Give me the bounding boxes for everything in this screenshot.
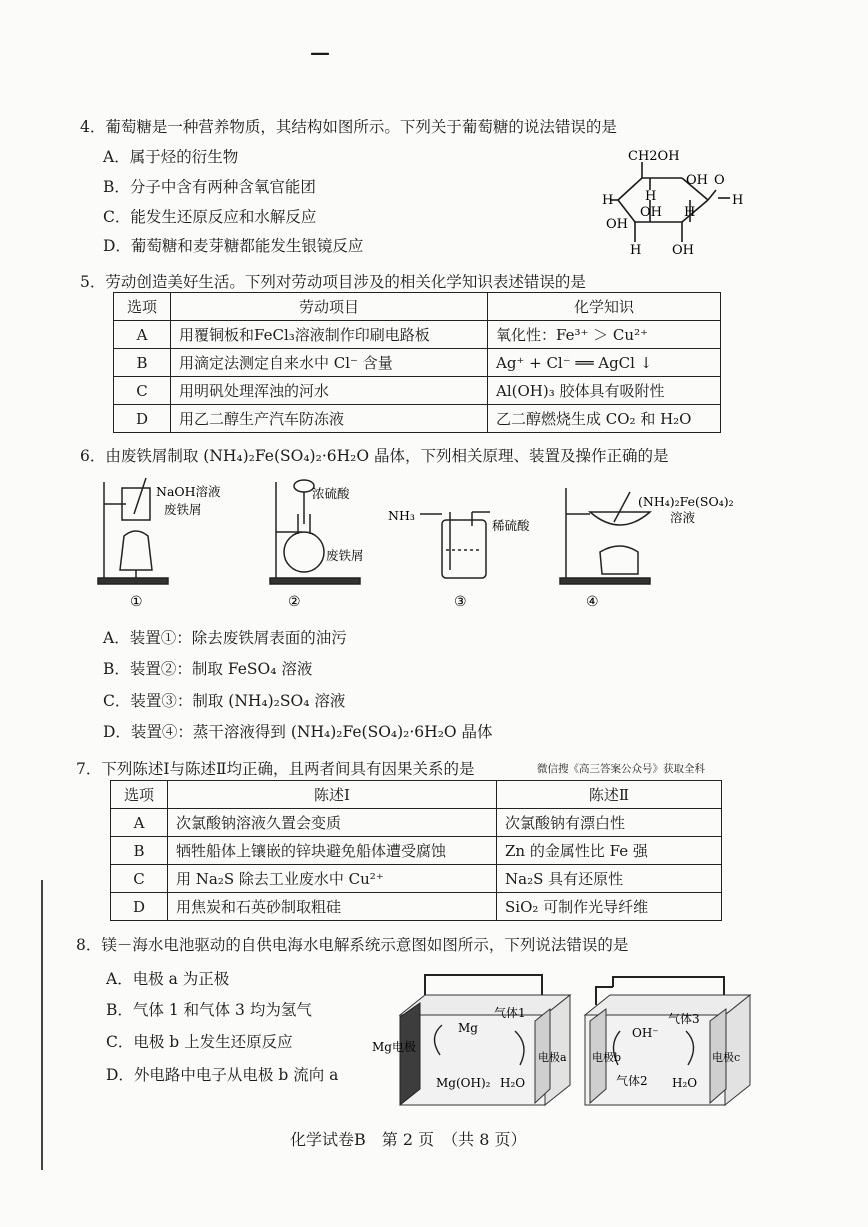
electrolysis-diagram: [370, 965, 760, 1115]
scrap-label-1: 废铁屑: [164, 502, 202, 517]
electrode-c-label: 电极c: [712, 1051, 741, 1064]
electrode-a-label: 电极a: [538, 1051, 567, 1064]
cell: Na₂S 具有还原性: [497, 865, 722, 893]
q7-table: [110, 780, 722, 921]
mgoh2-label: Mg(OH)₂: [436, 1076, 491, 1090]
q7-header-statement-1: 陈述Ⅰ: [168, 781, 497, 809]
cell: 用滴定法测定自来水中 Cl⁻ 含量: [171, 349, 488, 377]
cell: 次氯酸钠有漂白性: [497, 809, 722, 837]
cell: SiO₂ 可制作光导纤维: [497, 893, 722, 921]
h-label-5: H: [732, 193, 744, 208]
cell: A: [111, 809, 168, 837]
apparatus-3-label: ③: [454, 594, 467, 610]
gas2-label: 气体2: [616, 1074, 648, 1088]
table-row: [114, 377, 721, 405]
q6-option-a: A．装置①：除去废铁屑表面的油污: [103, 629, 347, 647]
header-mark: —: [310, 40, 330, 64]
q5-header-project: 劳动项目: [171, 293, 488, 321]
nh3-label: NH₃: [388, 508, 415, 523]
cell: Ag⁺ + Cl⁻ ══ AgCl ↓: [488, 349, 721, 377]
q6-option-b: B．装置②：制取 FeSO₄ 溶液: [103, 660, 313, 678]
q4-option-a: A．属于烃的衍生物: [103, 148, 239, 166]
cell: B: [114, 349, 171, 377]
cell: 乙二醇燃烧生成 CO₂ 和 H₂O: [488, 405, 721, 433]
o-label: O: [714, 173, 725, 188]
cell: Al(OH)₃ 胶体具有吸附性: [488, 377, 721, 405]
q4-option-b: B．分子中含有两种含氧官能团: [103, 178, 316, 196]
q5-header-option: 选项: [114, 293, 171, 321]
page-footer: 化学试卷B 第 2 页 （共 8 页）: [290, 1130, 527, 1149]
apparatus-1-label: ①: [130, 594, 143, 610]
cell: 用焦炭和石英砂制取粗硅: [168, 893, 497, 921]
h-label-3: H: [684, 205, 696, 220]
apparatus-2-label: ②: [288, 594, 301, 610]
salt-label: (NH₄)₂Fe(SO₄)₂: [638, 494, 734, 509]
oh-label-4: OH: [672, 243, 694, 258]
q6-option-c: C．装置③：制取 (NH₄)₂SO₄ 溶液: [103, 692, 346, 710]
electrode-b-label: 电极b: [592, 1051, 622, 1064]
q6-apparatus-diagram: [90, 474, 750, 614]
cell: 氧化性：Fe³⁺ ＞ Cu²⁺: [488, 321, 721, 349]
cell: 用明矾处理浑浊的河水: [171, 377, 488, 405]
cell: D: [114, 405, 171, 433]
h2o-label-1: H₂O: [500, 1076, 526, 1090]
scan-edge: [41, 880, 43, 1170]
table-row: [114, 321, 721, 349]
mg-electrode-label: Mg电极: [372, 1040, 416, 1054]
apparatus-4-label: ④: [586, 594, 599, 610]
oh-label-2: OH: [640, 205, 662, 220]
q8-option-d: D．外电路中电子从电极 b 流向 a: [106, 1066, 339, 1084]
q6-option-d: D．装置④：蒸干溶液得到 (NH₄)₂Fe(SO₄)₂·6H₂O 晶体: [103, 723, 493, 741]
wechat-note: 微信搜《高三答案公众号》获取全科: [537, 763, 705, 775]
question-4-stem: 4．葡萄糖是一种营养物质，其结构如图所示。下列关于葡萄糖的说法错误的是: [80, 118, 617, 136]
gas1-label: 气体1: [494, 1006, 526, 1020]
q4-option-c: C．能发生还原反应和水解反应: [103, 208, 317, 226]
h2o-label-2: H₂O: [672, 1076, 698, 1090]
scrap-label-2: 废铁屑: [326, 548, 364, 563]
oh-label-3: OH: [606, 217, 628, 232]
table-row: [111, 837, 722, 865]
table-row: [111, 809, 722, 837]
h-label-2: H: [602, 193, 614, 208]
gas3-label: 气体3: [668, 1012, 700, 1026]
cell: C: [111, 865, 168, 893]
question-8-stem: 8．镁－海水电池驱动的自供电海水电解系统示意图如图所示，下列说法错误的是: [76, 936, 629, 954]
q8-option-c: C．电极 b 上发生还原反应: [106, 1033, 293, 1051]
question-6-stem: 6．由废铁屑制取 (NH₄)₂Fe(SO₄)₂·6H₂O 晶体，下列相关原理、装置及操作正确的是: [80, 447, 669, 465]
glucose-structure: [590, 140, 760, 260]
mg-label: Mg: [458, 1021, 478, 1035]
q5-table: [113, 292, 721, 433]
solution-label: 溶液: [670, 510, 696, 525]
table-row: [114, 405, 721, 433]
h-label-4: H: [630, 243, 642, 258]
table-header-row: [114, 293, 721, 321]
q7-header-option: 选项: [111, 781, 168, 809]
cell: 次氯酸钠溶液久置会变质: [168, 809, 497, 837]
cell: 用覆铜板和FeCl₃溶液制作印刷电路板: [171, 321, 488, 349]
naoh-label: NaOH溶液: [156, 484, 221, 499]
oh-ion-label: OH⁻: [632, 1026, 659, 1040]
cell: 牺牲船体上镶嵌的锌块避免船体遭受腐蚀: [168, 837, 497, 865]
ch2oh-label: CH2OH: [628, 149, 680, 164]
question-5-stem: 5．劳动创造美好生活。下列对劳动项目涉及的相关化学知识表述错误的是: [80, 273, 586, 291]
q5-header-knowledge: 化学知识: [488, 293, 721, 321]
cell: Zn 的金属性比 Fe 强: [497, 837, 722, 865]
table-header-row: [111, 781, 722, 809]
q8-option-a: A．电极 a 为正极: [106, 970, 230, 988]
question-7-stem: 7．下列陈述Ⅰ与陈述Ⅱ均正确，且两者间具有因果关系的是: [76, 760, 475, 778]
cell: 用 Na₂S 除去工业废水中 Cu²⁺: [168, 865, 497, 893]
cell: C: [114, 377, 171, 405]
q4-option-d: D．葡萄糖和麦芽糖都能发生银镜反应: [103, 237, 364, 255]
dilute-acid-label: 稀硫酸: [492, 518, 530, 533]
oh-label-1: OH: [686, 173, 708, 188]
table-row: [111, 865, 722, 893]
table-row: [114, 349, 721, 377]
q7-header-statement-2: 陈述Ⅱ: [497, 781, 722, 809]
acid-label: 浓硫酸: [312, 486, 350, 501]
cell: B: [111, 837, 168, 865]
cell: 用乙二醇生产汽车防冻液: [171, 405, 488, 433]
h-label-1: H: [645, 189, 657, 204]
cell: A: [114, 321, 171, 349]
table-row: [111, 893, 722, 921]
cell: D: [111, 893, 168, 921]
q8-option-b: B．气体 1 和气体 3 均为氢气: [106, 1001, 312, 1019]
